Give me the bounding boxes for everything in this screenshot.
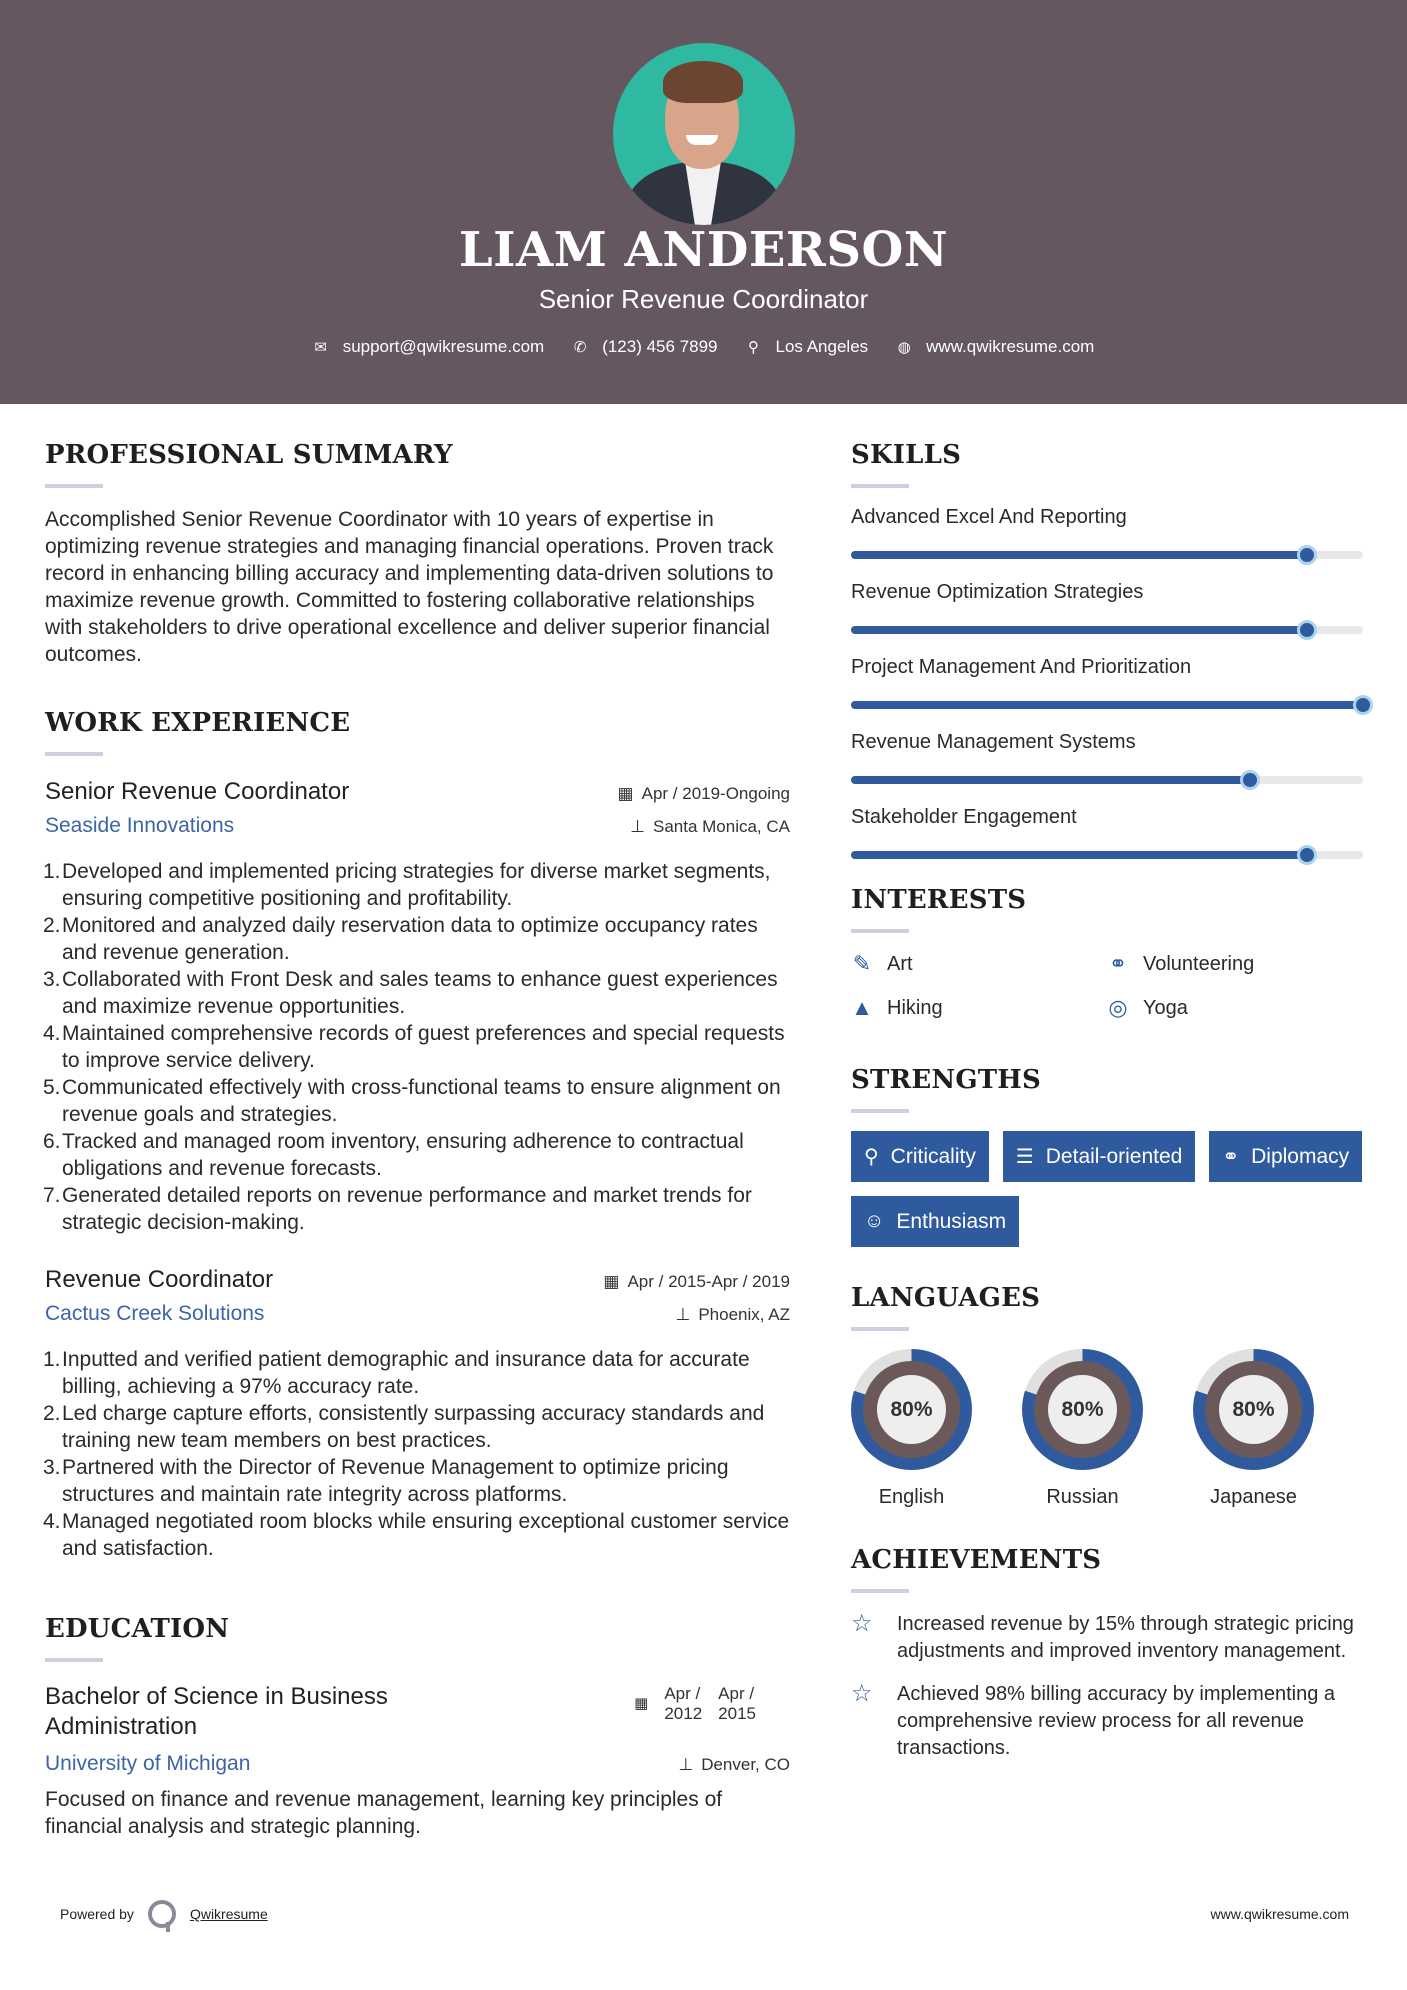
- language-donut-chart: [1193, 1349, 1314, 1470]
- language-percent: 80%: [1048, 1375, 1117, 1444]
- right-column: [851, 440, 1363, 1778]
- job-location: ⊥ Santa Monica, CA: [630, 817, 790, 836]
- skill-item: [851, 806, 1363, 859]
- strengths-section: [851, 1065, 1363, 1247]
- calendar-icon: ▦: [634, 1695, 649, 1712]
- skill-progress-bar: [851, 776, 1363, 784]
- language-item: [1022, 1349, 1143, 1509]
- skill-label: Revenue Optimization Strategies: [851, 581, 1144, 603]
- job-title: Senior Revenue Coordinator: [45, 778, 350, 805]
- company-name: Seaside Innovations: [45, 814, 235, 837]
- life-ring-icon: ◎: [1108, 995, 1128, 1020]
- section-title: ACHIEVEMENTS: [851, 1545, 1102, 1575]
- pushpin-icon: ⊥: [630, 817, 645, 836]
- globe-icon: ◍: [897, 339, 911, 356]
- skill-progress-thumb: [1297, 545, 1317, 565]
- strength-chip-enthusiasm: ☺ Enthusiasm: [851, 1196, 1019, 1247]
- achievement-item: ☆ Increased revenue by 15% through strategic pricing adjustments and improved inventory management.: [851, 1611, 1363, 1665]
- list-item: 2. Led charge capture efforts, consistently surpassing accuracy standards and training new team members on best practices.: [43, 1402, 765, 1452]
- calendar-icon: ▦: [603, 1272, 620, 1291]
- left-column: [45, 440, 790, 1840]
- strength-chip-detail-oriented: ☰ Detail-oriented: [1003, 1131, 1196, 1182]
- languages-section: [851, 1283, 1363, 1509]
- job-date: ▦ Apr / 2019-Ongoing: [617, 784, 790, 803]
- school-name: University of Michigan: [45, 1752, 251, 1775]
- search-icon: ⚲: [864, 1146, 879, 1168]
- shooting-star-icon: ☆: [851, 1680, 873, 1707]
- section-underline: [45, 484, 103, 488]
- language-name: English: [878, 1486, 945, 1508]
- contact-bar: [0, 337, 1407, 357]
- qwikresume-link[interactable]: Qwikresume: [189, 1906, 268, 1922]
- job-title: Revenue Coordinator: [45, 1266, 274, 1293]
- handshake-icon: ⚭: [1108, 951, 1128, 976]
- degree-title: Bachelor of Science in Business Administration: [45, 1683, 388, 1740]
- education-description: Focused on finance and revenue management, learning key principles of financial analysis and strategic planning.: [45, 1788, 723, 1838]
- list-item: 6. Tracked and managed room inventory, ensuring adherence to contractual obligations and revenue forecasts.: [43, 1130, 744, 1180]
- profile-photo: [613, 43, 795, 225]
- skill-progress-thumb: [1297, 620, 1317, 640]
- strength-chip-criticality: ⚲ Criticality: [851, 1131, 989, 1182]
- job-bullets: [45, 858, 790, 1236]
- contact-website[interactable]: ◍ www.qwikresume.com: [897, 337, 1095, 356]
- list-icon: ☰: [1015, 1146, 1034, 1168]
- school-location: ⊥ Denver, CO: [678, 1755, 790, 1774]
- footer-website[interactable]: www.qwikresume.com: [1210, 1906, 1349, 1922]
- skill-progress-bar: [851, 701, 1363, 709]
- list-item: 3. Collaborated with Front Desk and sales teams to enhance guest experiences and maximize revenue opportunities.: [43, 968, 778, 1018]
- contact-email[interactable]: ✉ support@qwikresume.com: [314, 337, 545, 356]
- skill-item: [851, 731, 1363, 784]
- company-name: Cactus Creek Solutions: [45, 1302, 265, 1325]
- smile-icon: ☺: [864, 1210, 885, 1232]
- skill-progress-fill: [851, 551, 1307, 559]
- skill-label: Advanced Excel And Reporting: [851, 506, 1127, 528]
- skill-progress-thumb: [1240, 770, 1260, 790]
- skill-label: Project Management And Prioritization: [851, 656, 1192, 678]
- skill-progress-thumb: [1297, 845, 1317, 865]
- job-entry: [45, 778, 790, 1236]
- section-title: INTERESTS: [851, 885, 1027, 915]
- strength-chip-diplomacy: ⚭ Diplomacy: [1209, 1131, 1362, 1182]
- interest-yoga: ◎ Yoga: [1108, 995, 1188, 1020]
- language-percent: 80%: [1219, 1375, 1288, 1444]
- education-section: [45, 1614, 790, 1840]
- section-underline: [851, 929, 909, 933]
- section-title: SKILLS: [851, 440, 962, 470]
- list-item: 7. Generated detailed reports on revenue performance and market trends for strategic decision-making.: [43, 1184, 752, 1234]
- list-item: 3. Partnered with the Director of Revenue Management to optimize pricing structures and maintain rate integrity across platforms.: [43, 1456, 729, 1506]
- language-item: [1193, 1349, 1314, 1509]
- education-dates: ▦ Apr / 2012 Apr / 2015: [634, 1684, 756, 1742]
- skills-section: [851, 440, 1363, 859]
- list-item: 1. Inputted and verified patient demographic and insurance data for accurate billing, achieving a 97% accuracy rate.: [43, 1348, 750, 1398]
- handshake-icon: ⚭: [1222, 1146, 1240, 1168]
- shooting-star-icon: ☆: [851, 1610, 873, 1637]
- job-location: ⊥ Phoenix, AZ: [675, 1305, 790, 1324]
- phone-icon: ✆: [573, 339, 587, 356]
- skill-progress-fill: [851, 626, 1307, 634]
- section-title: STRENGTHS: [851, 1065, 1042, 1095]
- pushpin-icon: ⊥: [678, 1755, 694, 1774]
- achievements-section: [851, 1545, 1363, 1762]
- job-date: ▦ Apr / 2015-Apr / 2019: [603, 1272, 790, 1291]
- interests-section: [851, 885, 1363, 1021]
- list-item: 1. Developed and implemented pricing strategies for diverse market segments, ensuring competitive positioning and profitability.: [43, 860, 771, 910]
- summary-section: [45, 440, 790, 668]
- paintbrush-icon: ✎: [852, 951, 872, 976]
- skill-progress-thumb: [1353, 695, 1373, 715]
- experience-section: [45, 708, 790, 1562]
- pushpin-icon: ⊥: [675, 1305, 691, 1324]
- skill-item: [851, 506, 1363, 559]
- section-underline: [851, 484, 909, 488]
- language-donut-chart: [851, 1349, 972, 1470]
- interest-art: ✎ Art: [852, 951, 913, 976]
- section-title: LANGUAGES: [851, 1283, 1041, 1313]
- skill-progress-fill: [851, 701, 1363, 709]
- language-donut-chart: [1022, 1349, 1143, 1470]
- candidate-title: Senior Revenue Coordinator: [538, 284, 869, 314]
- calendar-icon: ▦: [617, 784, 634, 803]
- section-underline: [45, 1658, 103, 1662]
- list-item: 5. Communicated effectively with cross-functional teams to ensure alignment on revenue goals and strategies.: [43, 1076, 781, 1126]
- contact-location: ⚲ Los Angeles: [746, 337, 869, 357]
- job-bullets: [45, 1346, 790, 1562]
- list-item: 2. Monitored and analyzed daily reservation data to optimize occupancy rates and revenue generation.: [43, 914, 758, 964]
- language-name: Russian: [1046, 1486, 1119, 1508]
- qwikresume-logo-icon: [148, 1900, 176, 1928]
- interest-hiking: ▲ Hiking: [851, 995, 943, 1020]
- tree-icon: ▲: [851, 995, 873, 1020]
- envelope-icon: ✉: [314, 339, 327, 356]
- interest-volunteering: ⚭ Volunteering: [1108, 951, 1255, 976]
- candidate-name: LIAM ANDERSON: [458, 222, 949, 278]
- list-item: 4. Managed negotiated room blocks while ensuring exceptional customer service and satisfaction.: [43, 1510, 790, 1560]
- section-underline: [851, 1327, 909, 1331]
- section-underline: [851, 1109, 909, 1113]
- language-percent: 80%: [877, 1375, 946, 1444]
- skill-label: Stakeholder Engagement: [851, 806, 1077, 828]
- skill-item: [851, 656, 1363, 709]
- section-title: WORK EXPERIENCE: [45, 708, 351, 738]
- section-title: PROFESSIONAL SUMMARY: [45, 440, 453, 470]
- map-pin-icon: ⚲: [748, 339, 760, 356]
- language-item: [851, 1349, 972, 1509]
- contact-phone[interactable]: ✆ (123) 456 7899: [573, 337, 718, 356]
- summary-text: Accomplished Senior Revenue Coordinator with 10 years of expertise in optimizing revenue strategies and managing financial operations. Proven track record in enhancing billing accuracy and implementing data-driven solutions to maximize revenue growth. Committed to fostering collaborative relationships with stakeholders to drive operational excellence and deliver superior financial outcomes.: [45, 508, 774, 666]
- footer-powered-by: Powered by Qwikresume: [60, 1900, 268, 1928]
- skill-progress-bar: [851, 626, 1363, 634]
- skill-progress-fill: [851, 851, 1307, 859]
- skill-label: Revenue Management Systems: [851, 731, 1136, 753]
- skill-item: [851, 581, 1363, 634]
- resume-header: [0, 0, 1407, 404]
- job-entry: [45, 1266, 790, 1562]
- section-title: EDUCATION: [45, 1614, 230, 1644]
- section-underline: [851, 1589, 909, 1593]
- skill-progress-bar: [851, 851, 1363, 859]
- skill-progress-bar: [851, 551, 1363, 559]
- section-underline: [45, 752, 103, 756]
- language-name: Japanese: [1210, 1486, 1297, 1508]
- list-item: 4. Maintained comprehensive records of guest preferences and special requests to improve service delivery.: [43, 1022, 785, 1072]
- skill-progress-fill: [851, 776, 1250, 784]
- achievement-item: ☆ Achieved 98% billing accuracy by implementing a comprehensive review process for all revenue transactions.: [851, 1681, 1363, 1762]
